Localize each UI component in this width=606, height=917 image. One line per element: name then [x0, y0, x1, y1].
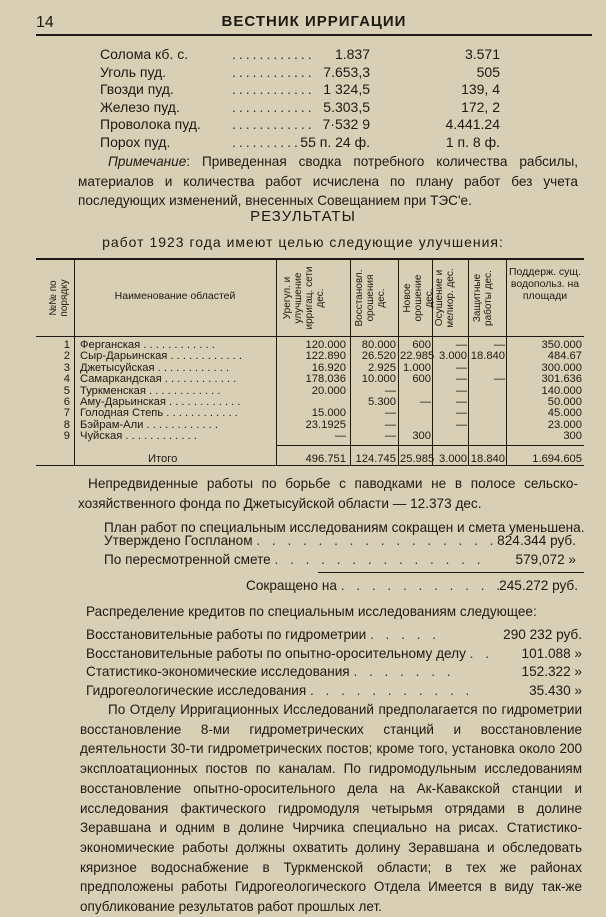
total-c5: 18.840 — [470, 453, 505, 465]
plan-intro: План работ по специальным исследованиям сокращен и смета уменьшена. — [104, 520, 585, 535]
table-cell-c2: — — [384, 430, 396, 443]
table-cell-c4: — — [455, 361, 467, 374]
revised-line — [104, 552, 582, 567]
credit-value: 152.322 » — [521, 664, 582, 679]
credit-label: Восстановительные работы по гидрометрии — [86, 627, 367, 642]
table-cell-c6: 50.000 — [547, 396, 582, 408]
materials-row — [100, 116, 520, 134]
table-cell-name: Аму-Дарьинская . . . . . . . . . . . . — [80, 396, 241, 408]
materials-row — [100, 81, 520, 99]
table-cell-c4: — — [455, 339, 467, 351]
table-cell-c6: 23.000 — [547, 418, 582, 431]
table-cell-c4: — — [455, 373, 467, 386]
credit-line — [86, 664, 582, 679]
table-cell-c2: 80.000 — [361, 339, 396, 351]
material-value-2: 1 п. 8 ф. — [445, 133, 500, 150]
material-value-2: 3.571 — [464, 46, 500, 62]
materials-row — [100, 134, 520, 152]
table-cell-name: Чуйская . . . . . . . . . . . . — [80, 430, 197, 443]
credit-line — [86, 627, 582, 642]
reduced-line — [246, 578, 582, 593]
dot-leader: ............ — [232, 46, 315, 62]
column-divider — [398, 260, 399, 465]
closing-paragraph: По Отделу Ирригационных Исследований предполагается по гидрометрии восстановление 8-ми гидрометрических станций и восстановление деятельности 30-ти гидрометрических постов; кроме того, установка около 200 эксплоатационных постов по каналам. По гидромодульным исследованиям восстановление опытно-оросительного дела на Ак-Кавакской станции и исследования фактического гидромодуля четырьмя отрядами в долине Зеравшана и одним в долине Чирчика специально на рисах. Статистико-экономические работы должны охватить долину Зеравшана и обследовать кяризное водоснабжение в Туркменской области; в тех же районах предположены работы Гидрогеологического Отдела Имеется в виду так-же опубликование результатов работ прошлых лет. — [80, 702, 582, 915]
table-cell-c2: — — [384, 407, 396, 420]
dot-leader: ............ — [232, 81, 315, 97]
note-paragraph — [78, 152, 578, 211]
table-cell-n: 8 — [63, 418, 70, 431]
reduced-value: 245.272 руб. — [499, 578, 578, 593]
table-cell-c2: 10.000 — [361, 373, 396, 386]
table-cell-c6: 484.67 — [547, 350, 582, 363]
material-value-1: 1.837 — [334, 46, 370, 62]
material-name: Уголь пуд. — [100, 63, 167, 80]
table-cell-n: 4 — [63, 373, 70, 386]
table-cell-c3: 22.985 — [400, 350, 435, 363]
materials-row — [100, 64, 520, 82]
material-name: Железо пуд. — [100, 98, 180, 115]
column-divider — [276, 260, 277, 465]
dot-leader: . . . . . — [370, 627, 440, 642]
table-cell-c5: 18.840 — [470, 350, 505, 363]
table-cell-n: 3 — [63, 361, 70, 374]
column-divider — [506, 260, 507, 465]
dot-leader: . . . . . . . — [353, 664, 455, 679]
material-name: Проволока пуд. — [100, 116, 201, 132]
table-cell-c1: 16.920 — [311, 361, 346, 374]
note-label: Примечание — [108, 154, 187, 169]
material-value-2: 172, 2 — [461, 98, 500, 115]
header-c1: Урегул. и улучшение ирригац. сети дес. — [282, 266, 326, 330]
dot-leader: ............ — [232, 98, 315, 115]
table-cell-name: Самаркандская . . . . . . . . . . . . — [80, 373, 237, 386]
table-cell-c3: 1.000 — [403, 361, 431, 374]
table-cell-c1: 178.036 — [305, 373, 346, 386]
note-text: : Приведенная сводка потребного количества рабсилы, материалов и количества работ исчислена по плану работ без учета последующих изменений, внесенных Совещанием при ТЭС'е. — [78, 154, 578, 208]
header-separator — [36, 336, 584, 337]
dot-leader: . . . . . . . . . . . — [340, 578, 505, 593]
table-cell-c4: — — [455, 407, 467, 420]
reduced-label: Сокращено на — [246, 578, 337, 593]
table-cell-c4: — — [455, 396, 467, 408]
credit-label: Статистико-экономические исследования — [86, 664, 350, 679]
materials-row — [100, 46, 520, 64]
header-c4: Осушение и мелиор. дес. — [434, 268, 456, 328]
approved-label: Утверждено Госпланом — [104, 533, 253, 548]
material-name: Гвозди пуд. — [100, 81, 174, 97]
table-cell-c4: — — [455, 384, 467, 397]
table-cell-n: 7 — [63, 407, 70, 420]
table-cell-c1: 120.000 — [305, 339, 346, 351]
table-cell-c1: — — [334, 430, 346, 443]
dot-leader: . . — [469, 646, 493, 661]
total-c1: 496.751 — [305, 453, 346, 465]
sum-rule — [318, 572, 584, 573]
material-value-2: 505 — [476, 63, 500, 80]
total-c4: 3.000 — [439, 453, 467, 465]
credits-intro: Распределение кредитов по специальным исследованиям следующее: — [86, 604, 537, 619]
material-value-2: 4.441.24 — [445, 116, 500, 132]
table-cell-n: 2 — [63, 350, 70, 363]
table-cell-c6: 350.000 — [541, 339, 582, 351]
revised-label: По пересмотренной смете — [104, 552, 271, 567]
materials-row — [100, 99, 520, 117]
table-cell-c2: 5.300 — [368, 396, 396, 408]
materials-list — [100, 46, 520, 151]
table-cell-name: Ферганская . . . . . . . . . . . . — [80, 339, 215, 351]
table-cell-name: Джетысуйская . . . . . . . . . . . . — [80, 361, 230, 374]
dot-leader: . . . . . . . . . . . — [309, 683, 474, 698]
journal-title: ВЕСТНИК ИРРИГАЦИИ — [221, 13, 407, 30]
credit-value: 35.430 » — [529, 683, 582, 698]
table-cell-c1: 15.000 — [311, 407, 346, 420]
total-label: Итого — [148, 453, 178, 465]
material-value-1: 5.303,5 — [323, 98, 370, 115]
header-num: №№ по порядку — [48, 279, 70, 317]
table-cell-c4: 3.000 — [439, 350, 467, 363]
dot-leader: ............ — [232, 63, 315, 80]
dot-leader: ............ — [232, 116, 315, 132]
dot-leader: ............ — [232, 133, 315, 150]
total-separator — [276, 445, 584, 446]
results-title: РЕЗУЛЬТАТЫ — [250, 208, 356, 225]
table-cell-c1: 122.890 — [305, 350, 346, 363]
material-name: Порох пуд. — [100, 133, 171, 150]
table-cell-c5: — — [493, 373, 505, 386]
header-c5: Защитные работы дес. — [472, 270, 494, 326]
page-number: 14 — [36, 14, 54, 31]
table-cell-c3: 300 — [412, 430, 431, 443]
table-cell-c1: 20.000 — [311, 384, 346, 397]
total-c6: 1.694.605 — [532, 453, 582, 465]
revised-value: 579,072 » — [515, 552, 576, 567]
table-cell-n: 9 — [63, 430, 70, 443]
total-c3: 25.985 — [400, 453, 435, 465]
column-divider — [74, 260, 75, 465]
flood-paragraph: Непредвиденные работы по борьбе с паводками не в полосе сельско-хозяйственного фонда по Джетысуйской области — 12.373 дес. — [78, 476, 578, 511]
approved-value: 824.344 руб. — [497, 533, 576, 548]
total-c2: 124.745 — [355, 453, 396, 465]
material-value-1: 55 п. 24 ф. — [300, 133, 370, 150]
header-c3: Новое орошение дес. — [402, 274, 435, 322]
credit-label: Гидрогеологические исследования — [86, 683, 307, 698]
credit-line — [86, 646, 582, 661]
credit-value: 290 232 руб. — [503, 627, 582, 642]
table-cell-n: 1 — [63, 339, 70, 351]
material-value-1: 1 324,5 — [323, 81, 370, 97]
table-cell-name: Бэйрам-Али . . . . . . . . . . . . — [80, 418, 218, 431]
dot-leader: . . . . . . . . . . . . . . . . — [256, 533, 498, 548]
table-cell-c6: 300 — [563, 430, 582, 443]
table-cell-c3: — — [419, 396, 431, 408]
table-cell-c2: 26.520 — [361, 350, 396, 363]
table-cell-n: 6 — [63, 396, 70, 408]
table-cell-c6: 45.000 — [547, 407, 582, 420]
table-cell-c3: 600 — [412, 339, 431, 351]
table-cell-c6: 300.000 — [541, 361, 582, 374]
approved-line — [104, 533, 582, 548]
credit-line — [86, 683, 582, 698]
table-cell-c4: — — [455, 418, 467, 431]
credit-value: 101.088 » — [521, 646, 582, 661]
table-cell-c2: — — [384, 384, 396, 397]
table-cell-c5: — — [493, 339, 505, 351]
table-cell-n: 5 — [63, 384, 70, 397]
material-value-1: 7.653,3 — [323, 63, 370, 80]
results-table — [36, 258, 584, 466]
dot-leader: . . . . . . . . . . . . . . — [274, 552, 485, 567]
table-cell-c2: 2.925 — [368, 361, 396, 374]
material-name: Солома кб. с. — [100, 46, 189, 62]
material-value-1: 7·532 9 — [322, 116, 370, 132]
header-name: Наименование областей — [114, 290, 236, 302]
column-divider — [468, 260, 469, 465]
material-value-2: 139, 4 — [461, 81, 500, 97]
table-cell-name: Туркменская . . . . . . . . . . . . — [80, 384, 221, 397]
table-cell-c3: 600 — [412, 373, 431, 386]
credit-label: Восстановительные работы по опытно-оросительному делу — [86, 646, 466, 661]
column-divider — [350, 260, 351, 465]
header-c2: Восстановл. орошения дес. — [354, 269, 387, 327]
page-header — [36, 12, 592, 36]
table-cell-name: Голодная Степь . . . . . . . . . . . . — [80, 407, 238, 420]
table-cell-name: Сыр-Дарьинская . . . . . . . . . . . . — [80, 350, 242, 363]
header-c6: Поддерж. сущ. водопольз. на площади — [508, 266, 581, 302]
table-cell-c2: — — [384, 418, 396, 431]
table-cell-c6: 301.636 — [541, 373, 582, 386]
table-cell-c1: 23.1925 — [305, 418, 346, 431]
table-cell-c6: 140.000 — [541, 384, 582, 397]
results-subtitle: работ 1923 года имеют целью следующие улучшения: — [102, 234, 504, 250]
